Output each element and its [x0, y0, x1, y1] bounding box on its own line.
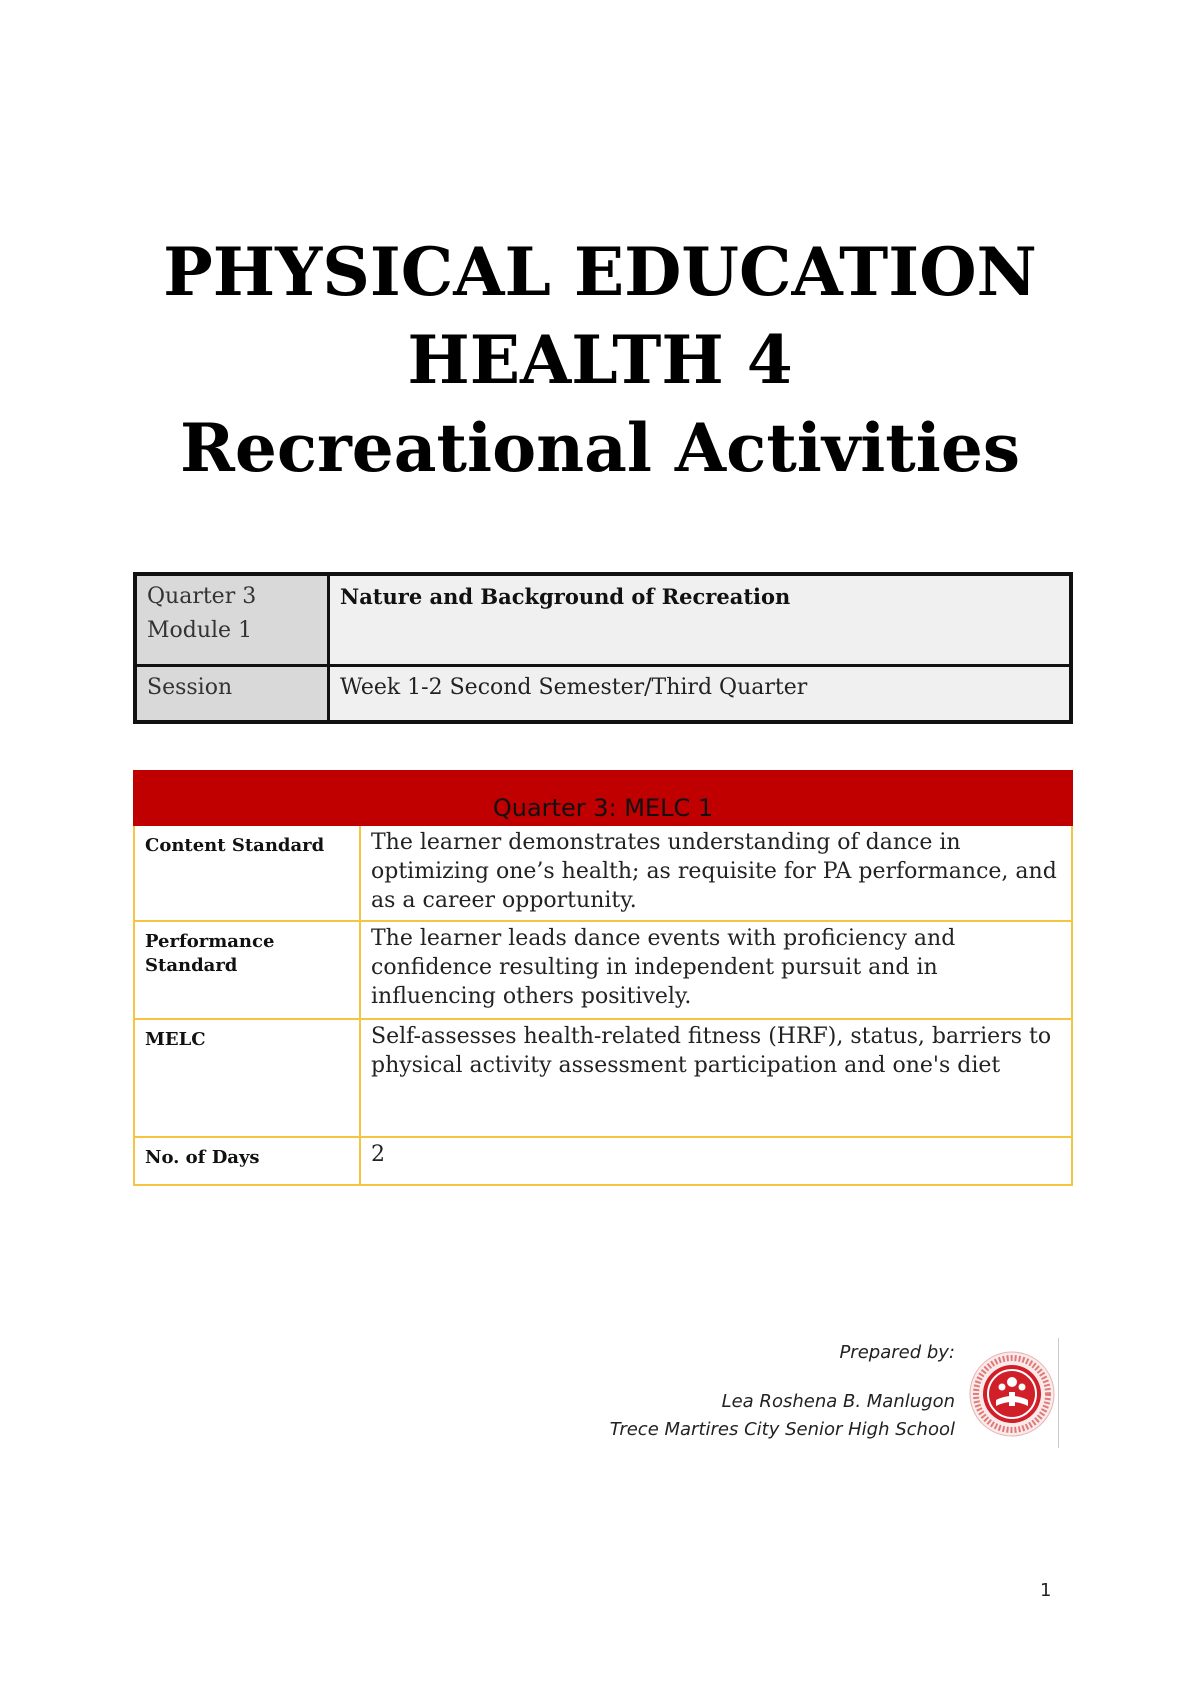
content-standard-value: The learner demonstrates understanding of dance in optimizing one’s health; as requisite for PA performance, and as a career opportunity. — [360, 825, 1072, 921]
topic-cell — [329, 574, 1072, 666]
melc-label: MELC — [134, 1019, 360, 1137]
title-line-2: HEALTH 4 — [407, 321, 793, 399]
quarter-label: Quarter 3 — [147, 584, 257, 609]
melc-header-row — [134, 771, 1072, 825]
days-value: 2 — [360, 1137, 1072, 1185]
school-seal-icon — [968, 1340, 1062, 1448]
session-label: Session — [135, 666, 329, 723]
melc-table — [133, 770, 1073, 1186]
title-line-3: Recreational Activities — [179, 409, 1021, 487]
session-row — [135, 666, 1071, 723]
days-label: No. of Days — [134, 1137, 360, 1185]
page-number: 1 — [1040, 1580, 1052, 1601]
melc-value: Self-assesses health-related fitness (HRF), status, barriers to physical activity assessment participation and one's diet — [360, 1019, 1072, 1137]
topic-title: Nature and Background of Recreation — [340, 584, 791, 609]
title-line-1: PHYSICAL EDUCATION — [163, 233, 1037, 311]
melc-header: Quarter 3: MELC 1 — [134, 771, 1072, 825]
prepared-by-block — [610, 1340, 955, 1444]
quarter-module-label — [135, 574, 329, 666]
performance-standard-label: Performance Standard — [134, 921, 360, 1019]
author-name: Lea Roshena B. Manlugon — [721, 1391, 955, 1412]
prepared-by-label: Prepared by: — [839, 1342, 955, 1363]
document-title — [0, 228, 1200, 492]
table-row — [134, 1019, 1072, 1137]
table-row — [134, 825, 1072, 921]
content-standard-label: Content Standard — [134, 825, 360, 921]
table-row — [134, 921, 1072, 1019]
module-info-table — [133, 572, 1073, 724]
table-row — [134, 1137, 1072, 1185]
school-name: Trece Martires City Senior High School — [609, 1419, 955, 1440]
performance-standard-value: The learner leads dance events with proficiency and confidence resulting in independent pursuit and in influencing others positively. — [360, 921, 1072, 1019]
session-value: Week 1-2 Second Semester/Third Quarter — [329, 666, 1072, 723]
quarter-module-row — [135, 574, 1071, 666]
module-label: Module 1 — [147, 618, 253, 643]
